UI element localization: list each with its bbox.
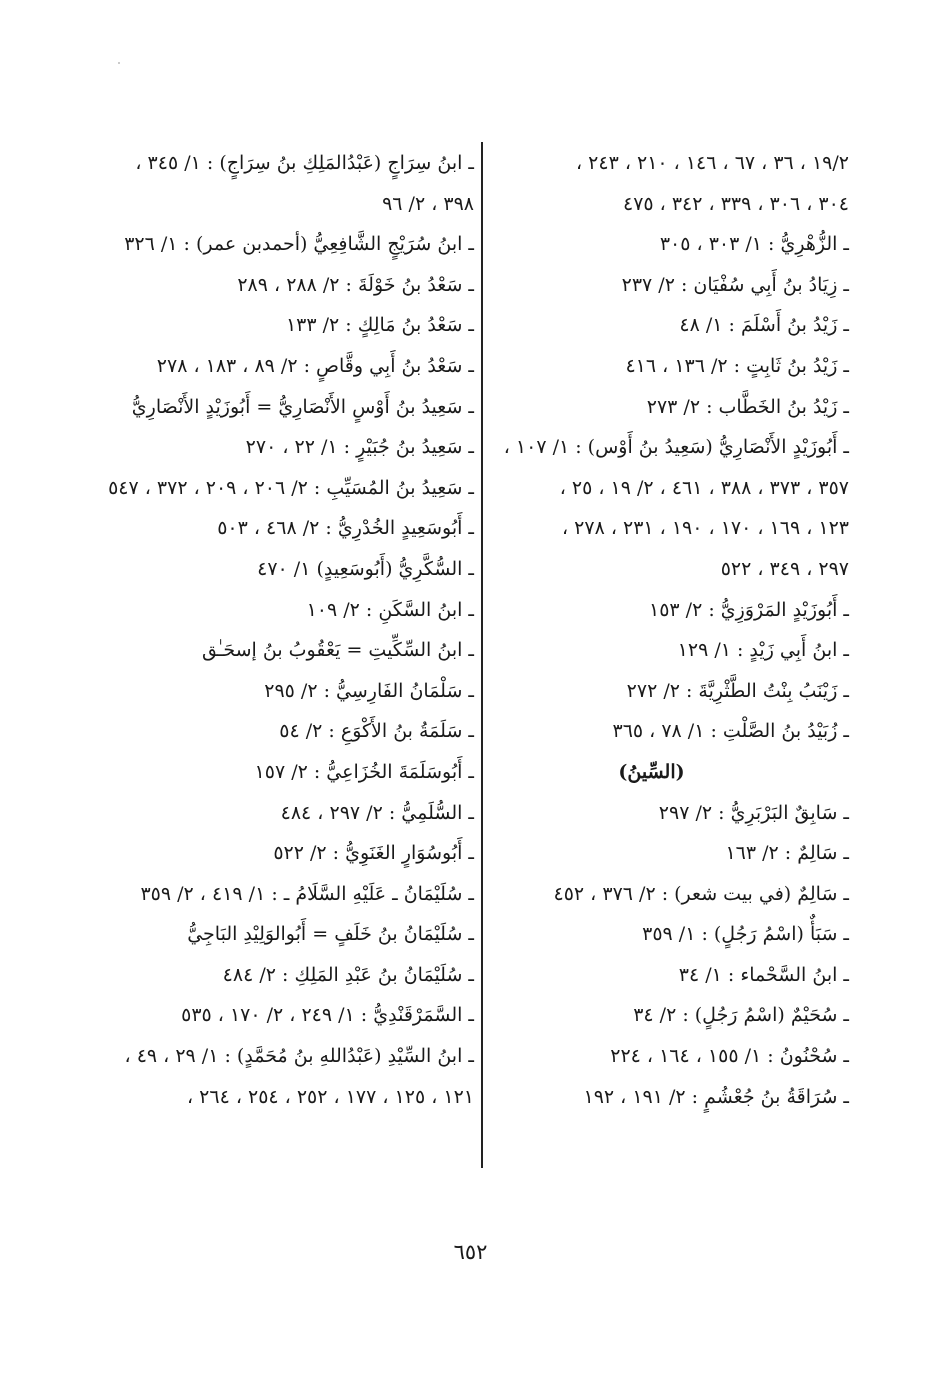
- index-entry: ـ سُرَاقَةُ بنُ جُعْشُمٍ : ٢/ ١٩١ ، ١٩٢: [583, 1085, 849, 1108]
- index-line: ١٢١ ، ١٢٥ ، ١٧٧ ، ٢٥٢ ، ٢٥٤ ، ٢٦٤ ،: [186, 1085, 474, 1108]
- index-column-left: [109, 143, 474, 1117]
- index-entry: ـ سُلَيْمَانُ ـ عَلَيْهِ السَّلَامُ ـ : ١/ ٤١٩ ، ٢/ ٣٥٩: [140, 882, 474, 905]
- index-entry: ـ سَلْمَانُ الفَارِسِيُّ : ٢/ ٢٩٥: [264, 679, 474, 702]
- index-entry: ـ زُبَيْدُ بنُ الصَّلْتِ : ١/ ٧٨ ، ٣٦٥: [612, 720, 849, 743]
- index-entry: ـ سَعْدُ بنُ مَالِكٍ : ٢/ ١٣٣: [285, 314, 474, 337]
- index-entry: ـ زَيْدُ بنُ الخَطَّاب : ٢/ ٢٧٣: [646, 395, 849, 418]
- index-entry: ـ سَعِيدُ بنُ جُبَيْرٍ : ١/ ٢٢ ، ٢٧٠: [245, 436, 474, 459]
- index-entry: ـ سُحَيْمٌ (اسْمُ رَجُلٍ) : ٢/ ٣٤: [633, 1004, 849, 1027]
- index-column-right: [494, 143, 849, 1117]
- index-entry: ـ أَبُوسَعِيدٍ الخُدْرِيُّ : ٢/ ٤٦٨ ، ٥٠٣: [217, 517, 474, 540]
- index-entry: ـ ابنُ أَبِي زَيْدٍ : ١/ ١٢٩: [677, 639, 849, 662]
- index-entry: ـ أَبُوزَيْدٍ المَرْوَزِيُّ : ٢/ ١٥٣: [649, 598, 849, 621]
- index-entry: ـ أَبُوسُوَارٍ الغَنَوِيُّ : ٢/ ٥٢٢: [273, 842, 474, 865]
- section-heading: (السِّينُ): [618, 760, 685, 783]
- column-divider: [481, 142, 483, 1168]
- section-heading-wrap: [494, 752, 849, 793]
- index-line: ٣٥٧ ، ٣٧٣ ، ٣٨٨ ، ٤٦١ ، ٢/ ١٩ ، ٢٥ ،: [559, 476, 849, 499]
- page-number: ٦٥٢: [453, 1240, 488, 1264]
- index-entry: ـ السُّكَّرِيُّ (أَبُوسَعِيدٍ) ١/ ٤٧٠: [257, 557, 474, 580]
- index-entry: ـ سُلَيْمَانُ بنُ عَبْدِ المَلِكِ : ٢/ ٤٨٤: [222, 963, 474, 986]
- index-line: ١٢٣ ، ١٦٩ ، ١٧٠ ، ١٩٠ ، ٢٣١ ، ٢٧٨ ،: [561, 517, 849, 540]
- index-entry: ـ سَعِيدُ بنُ أَوْسٍ الأَنْصَارِيُّ = أَبُوزَيْدٍ الأَنْصَارِيُّ: [131, 395, 474, 418]
- index-line: ٣٩٨ ، ٢/ ٩٦: [382, 192, 474, 215]
- index-entry: ـ ابنُ سِرَاجٍ (عَبْدُالمَلِكِ بنُ سِرَاجٍ) : ١/ ٣٤٥ ،: [135, 152, 474, 174]
- index-entry: ـ أَبُوزَيْدٍ الأَنْصَارِيُّ (سَعِيدُ بنُ أَوْس) : ١/ ١٠٧ ،: [503, 436, 849, 459]
- index-entry: ـ سُلَيْمَانُ بنُ خَلَفٍ = أَبُوالوَلِيْدِ البَاجِيُّ: [187, 923, 474, 946]
- index-entry: ـ أَبُوسَلَمَةَ الخُزَاعِيُّ : ٢/ ١٥٧: [254, 760, 474, 783]
- index-entry: ـ سَلَمَةُ بنُ الأَكْوَعِ : ٢/ ٥٤: [279, 720, 474, 743]
- index-entry: ـ زَيْدُ بنُ أَسْلَمَ : ١/ ٤٨: [679, 314, 849, 337]
- index-entry: ـ سَعِيدُ بنُ المُسَيِّبِ : ٢/ ٢٠٦ ، ٢٠٩ ، ٣٧٢ ، ٥٤٧: [108, 476, 474, 499]
- index-entry: ـ سَالِمٌ : ٢/ ١٦٣: [725, 842, 849, 865]
- index-entry: ـ ابنُ السَّحْماء : ١/ ٣٤: [678, 963, 849, 986]
- index-entry: ـ ابنُ سُرَيْجٍ الشَّافِعِيُّ (أحمدبن عمر) : ١/ ٣٢٦: [124, 233, 474, 256]
- index-entry: ـ سَالِمٌ (في بيت شعر) : ٢/ ٣٧٦ ، ٤٥٢: [553, 882, 849, 905]
- index-entry: ـ ابنُ السَّكَنِ : ٢/ ١٠٩: [306, 598, 474, 621]
- index-entry: ـ سَبَأٌ (اسْمُ رَجُلٍ) : ١/ ٣٥٩: [642, 923, 849, 946]
- index-entry: ـ سَعْدُ بنُ أَبِي وقَّاصٍ : ٢/ ٨٩ ، ١٨٣ ، ٢٧٨: [156, 354, 474, 377]
- scan-speck: [118, 62, 120, 64]
- index-line: ١٩/٢ ، ٣٦ ، ٦٧ ، ١٤٦ ، ٢١٠ ، ٢٤٣ ،: [575, 152, 849, 174]
- index-entry: ـ ابنُ السِّيْدِ (عَبْدُاللهِ بنُ مُحَمَّدٍ) : ١/ ٢٩ ، ٤٩ ،: [124, 1045, 474, 1068]
- index-entry: ـ ابنُ السِّكِّيتِ = يَعْقُوبُ بنُ إسحَـٰق: [201, 639, 474, 662]
- index-line: ٣٠٤ ، ٣٠٦ ، ٣٣٩ ، ٣٤٢ ، ٤٧٥: [623, 192, 849, 215]
- index-entry: ـ سَعْدُ بنُ خَوْلَةَ : ٢/ ٢٨٨ ، ٢٨٩: [237, 273, 474, 296]
- index-entry: ـ السَّمَرْقَنْدِيُّ : ١/ ٢٤٩ ، ٢/ ١٧٠ ، ٥٣٥: [181, 1004, 474, 1027]
- index-entry: ـ السُّلَمِيُّ : ٢/ ٢٩٧ ، ٤٨٤: [280, 801, 474, 824]
- index-entry: ـ سُحْنُونُ : ١/ ١٥٥ ، ١٦٤ ، ٢٢٤: [610, 1045, 849, 1068]
- index-entry: ـ سَابِقٌ البَرْبَرِيُّ : ٢/ ٢٩٧: [658, 801, 849, 824]
- index-entry: ـ زَيْنَبُ بِنْتُ الطَّثْرِيَّةَ : ٢/ ٢٧٢: [626, 679, 849, 702]
- index-entry: ـ الزُّهْرِيُّ : ١/ ٣٠٣ ، ٣٠٥: [659, 233, 849, 256]
- index-line: ٢٩٧ ، ٣٤٩ ، ٥٢٢: [720, 557, 849, 580]
- index-entry: ـ زِيَادُ بنُ أَبِي سُفْيَان : ٢/ ٢٣٧: [621, 273, 849, 296]
- index-entry: ـ زَيْدُ بنُ ثَابِتٍ : ٢/ ١٣٦ ، ٤١٦: [625, 354, 849, 377]
